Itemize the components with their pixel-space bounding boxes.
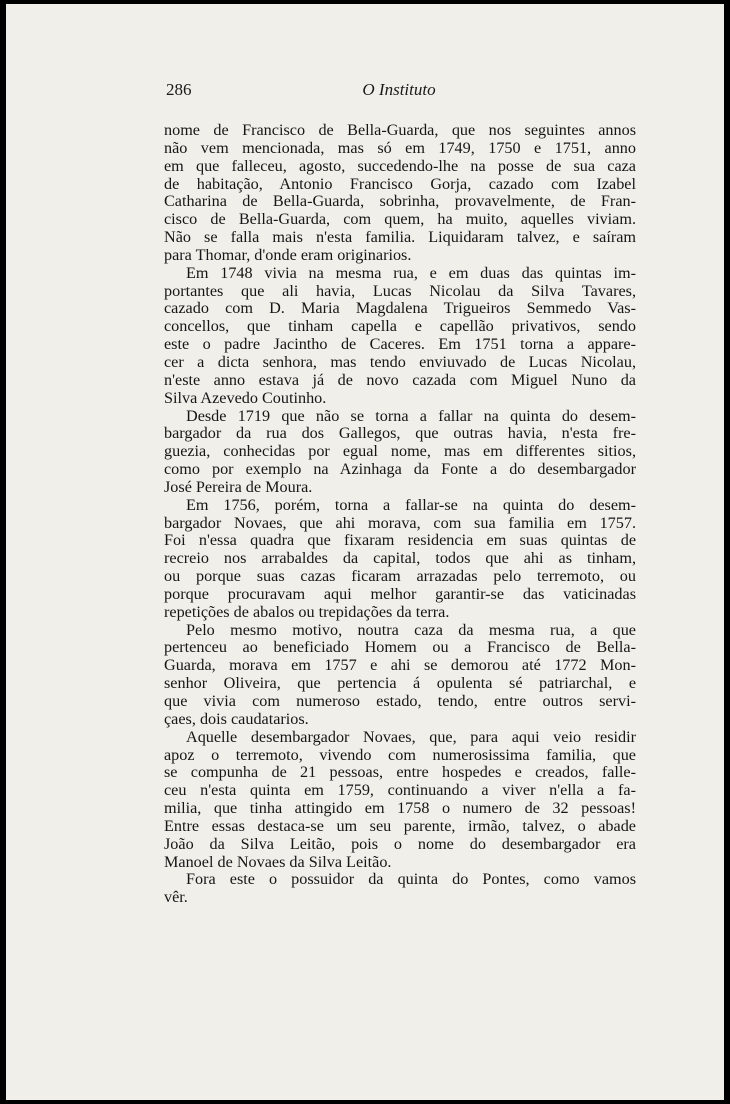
paragraph [164,871,636,907]
paragraph [164,408,636,497]
text-line: de habitação, Antonio Francisco Gorja, cazado com Izabel [164,174,636,193]
text-line: se compunha de 21 pessoas, entre hospedes e creados, falle- [164,763,636,782]
text-line: n'este anno estava já de novo cazada com Miguel Nuno da [164,370,636,389]
page-number: 286 [166,80,192,99]
paragraph [164,122,636,265]
text-line: guezia, conhecidas por egual nome, mas em differentes sitios, [164,442,636,461]
text-line: bargador Novaes, que ahi morava, com sua familia em 1757. [164,513,636,532]
text-line: apoz o terremoto, vivendo com numerosissima familia, que [164,745,636,764]
text-line: Aquelle desembargador Novaes, que, para aqui veio residir [186,727,636,746]
text-line: em que falleceu, agosto, succedendo-lhe na posse de sua caza [164,156,636,175]
text-line: pertenceu ao beneficiado Homem ou a Francisco de Bella- [164,638,636,657]
text-line: çaes, dois caudatarios. [164,709,309,728]
text-line: milia, que tinha attingido em 1758 o numero de 32 pessoas! [164,799,636,818]
paragraph [164,265,636,408]
text-line: Em 1748 vivia na mesma rua, e em duas das quintas im- [186,263,636,282]
text-line: Pelo mesmo motivo, noutra caza da mesma rua, a que [186,620,636,639]
text-line: como por exemplo na Azinhaga da Fonte a do desembargador [164,460,636,479]
paragraph [164,497,636,622]
text-line: vêr. [164,888,188,907]
text-line: que vivia com numeroso estado, tendo, entre outros servi- [164,692,636,710]
text-line: concellos, que tinham capella e capellão privativos, sendo [164,317,636,336]
text-line: ou porque suas cazas ficaram arrazadas pelo terremoto, ou [164,567,636,586]
text-line: senhor Oliveira, que pertencia á opulenta sé patriarchal, e [164,674,636,693]
text-line: Catharina de Bella-Guarda, sobrinha, provavelmente, de Fran- [164,192,636,211]
text-line: Manoel de Novaes da Silva Leitão. [164,852,392,871]
text-line: Foi n'essa quadra que fixaram residencia em suas quintas de [164,531,636,550]
text-line: porque procuravam aqui melhor garantir-se das vaticinadas [164,584,636,603]
text-line: Entre essas destaca-se um seu parente, irmão, talvez, o abade [164,816,636,835]
text-line: não vem mencionada, mas só em 1749, 1750 e 1751, anno [164,138,636,157]
paragraph [164,622,636,729]
body-text [164,122,636,907]
text-line: cisco de Bella-Guarda, com quem, ha muito, aquelles viviam. [164,210,636,229]
paragraph [164,729,636,872]
text-line: bargador da rua dos Gallegos, que outras havia, n'esta fre- [164,424,636,443]
text-line: cer a dicta senhora, mas tendo enviuvado de Lucas Nicolau, [164,352,636,371]
running-title: O Instituto [362,80,436,99]
page-header [164,80,634,104]
text-line: portantes que ali havia, Lucas Nicolau da Silva Tavares, [164,281,636,300]
book-page [6,4,724,1100]
text-line: repetições de abalos ou trepidações da terra. [164,602,450,621]
text-line: Silva Azevedo Coutinho. [164,388,327,407]
text-line: João da Silva Leitão, pois o nome do desembargador era [164,834,636,853]
text-line: nome de Francisco de Bella-Guarda, que nos seguintes annos [164,121,636,139]
text-line: para Thomar, d'onde eram originarios. [164,245,412,264]
text-line: José Pereira de Moura. [164,477,313,496]
text-line: Fora este o possuidor da quinta do Pontes, como vamos [186,870,636,889]
text-line: ceu n'esta quinta em 1759, continuando a viver n'ella a fa- [164,781,636,800]
text-line: este o padre Jacintho de Caceres. Em 1751 torna a appare- [164,335,636,354]
text-line: cazado com D. Maria Magdalena Trigueiros Semmedo Vas- [164,299,636,318]
text-line: Não se falla mais n'esta familia. Liquidaram talvez, e saíram [164,228,636,247]
text-line: recreio nos arrabaldes da capital, todos que ahi as tinham, [164,549,636,568]
text-line: Em 1756, porém, torna a fallar-se na quinta do desem- [186,495,636,514]
text-line: Guarda, morava em 1757 e ahi se demorou até 1772 Mon- [164,656,636,675]
text-line: Desde 1719 que não se torna a fallar na quinta do desem- [186,406,636,425]
